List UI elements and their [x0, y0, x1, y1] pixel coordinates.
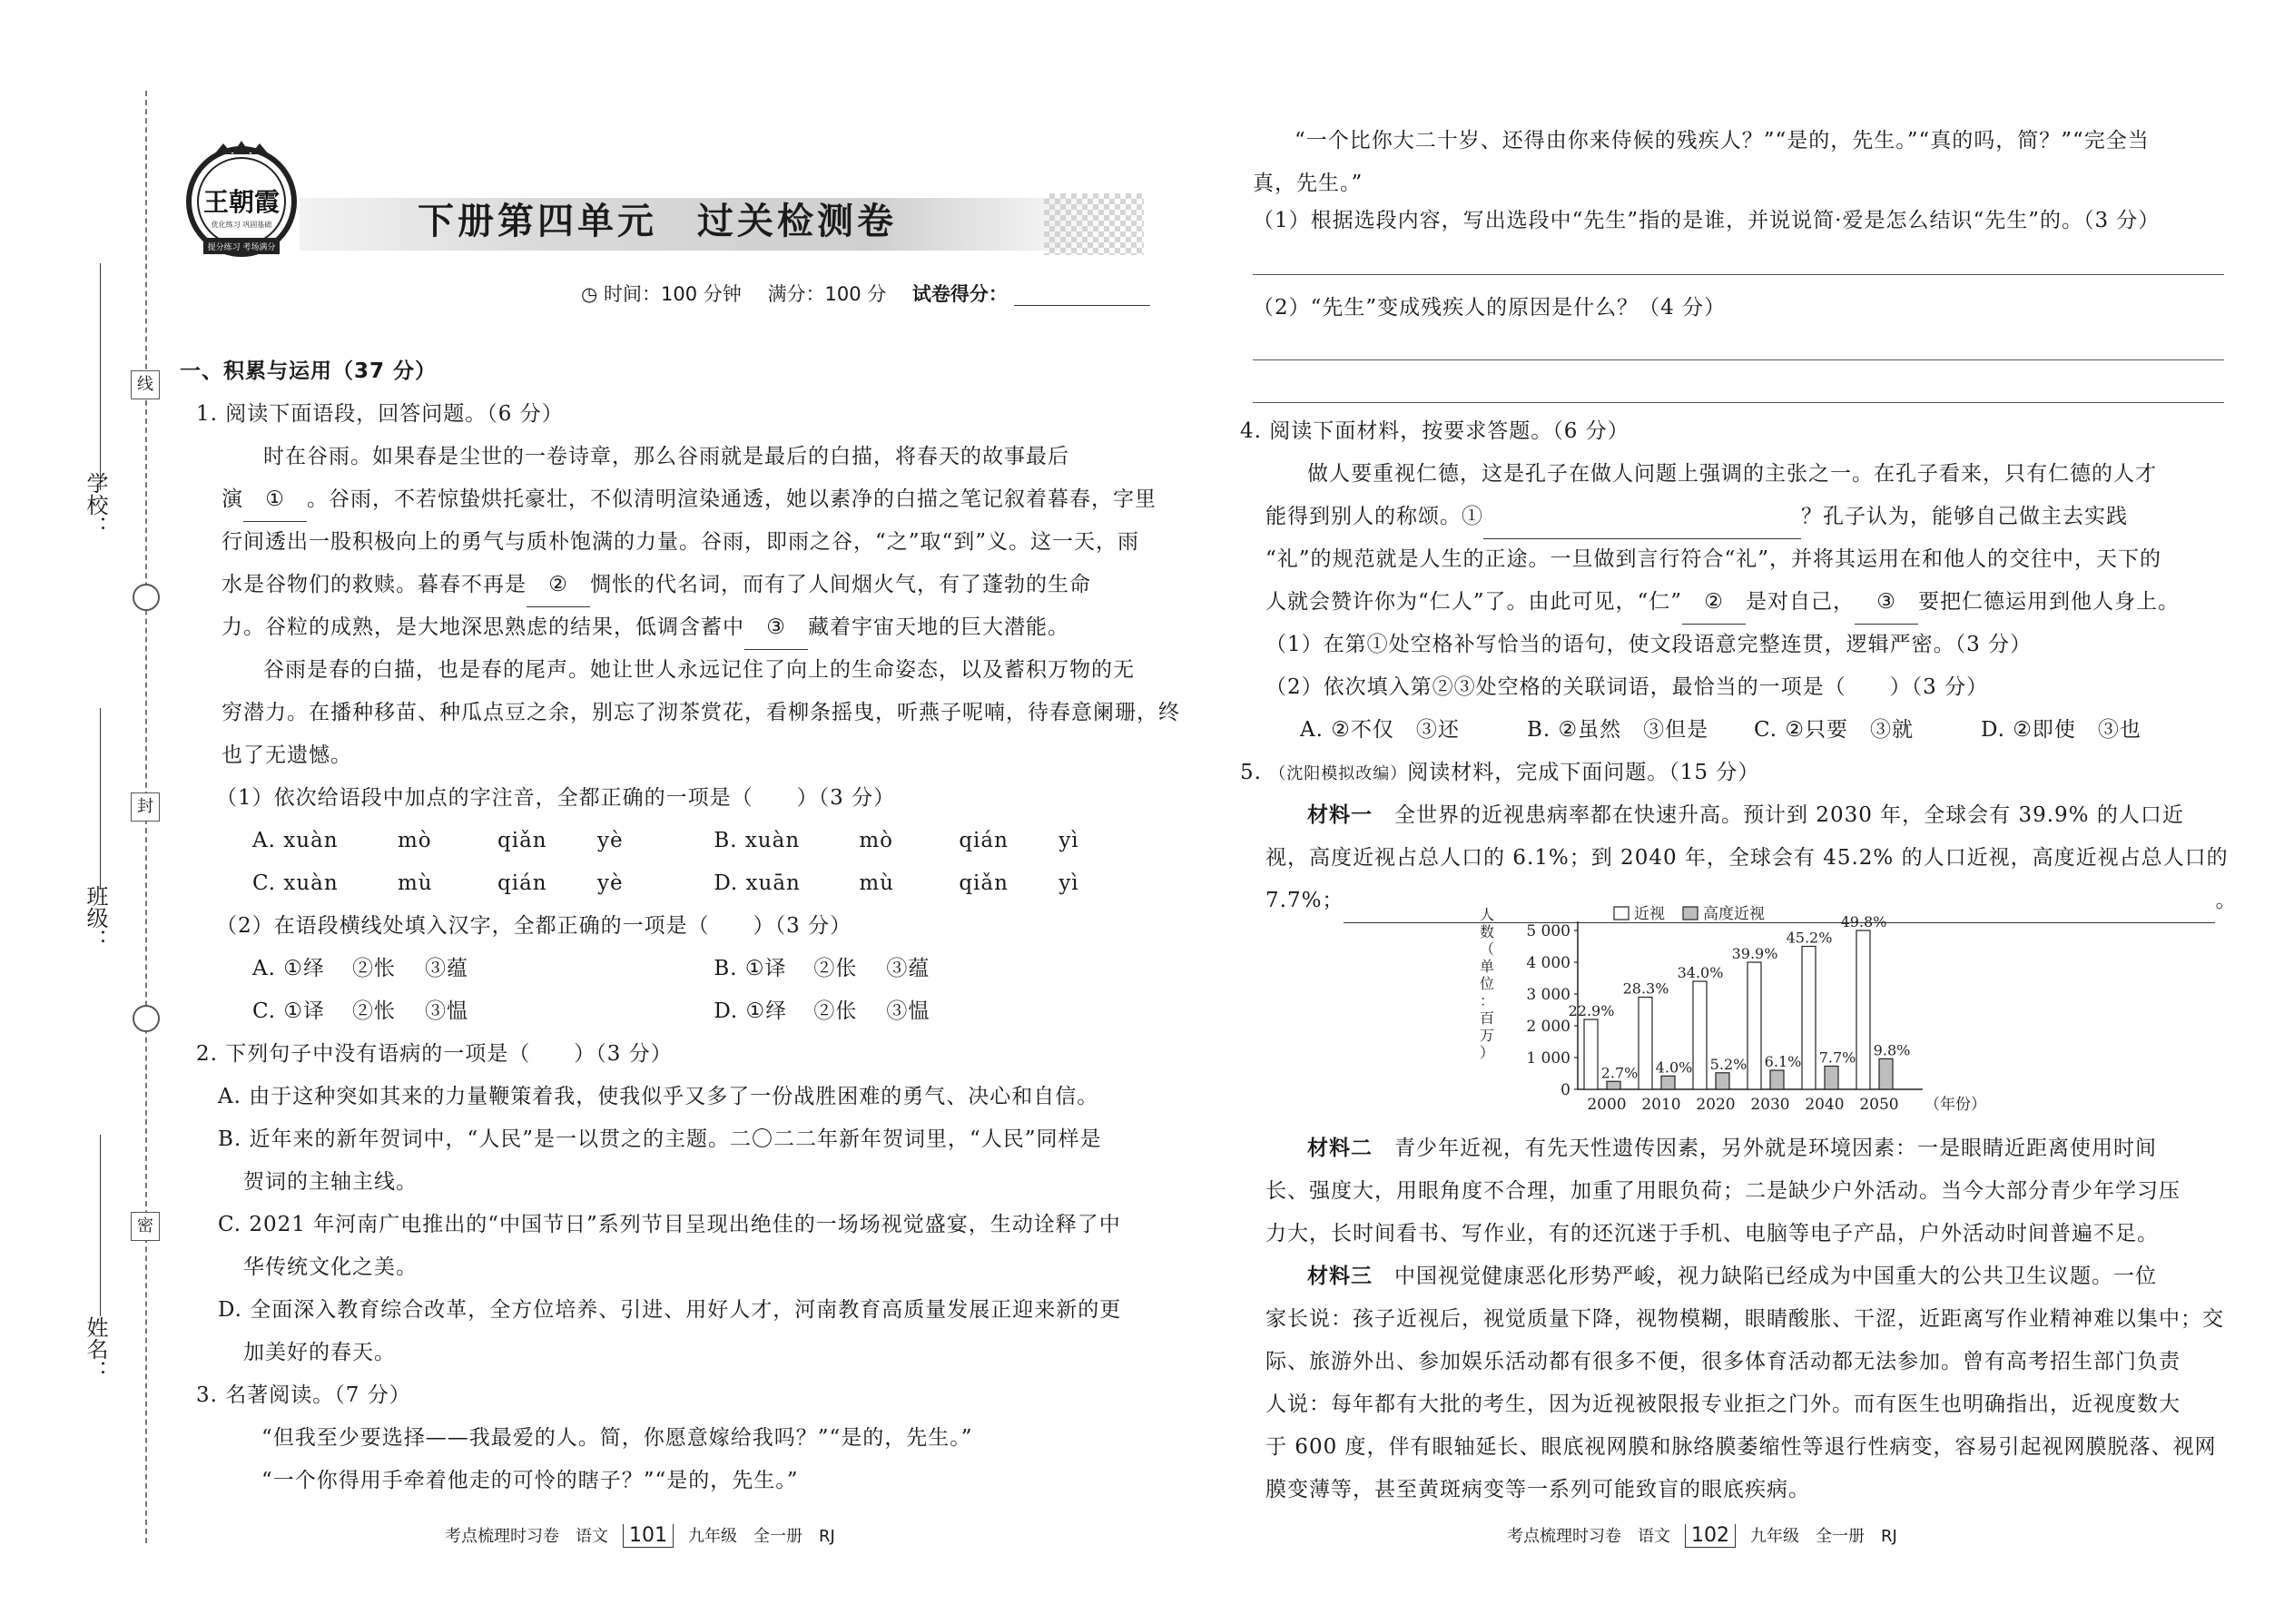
option-a[interactable]: A. ②不仅 ③还 — [1300, 718, 1460, 742]
question-3: 3. 名著阅读。（7 分） — [196, 1383, 411, 1407]
x-tick-label: 2040 — [1805, 1096, 1845, 1114]
x-tick-label: 2030 — [1750, 1096, 1790, 1114]
name-label: 姓名： — [83, 1316, 108, 1382]
footer-book: 考点梳理时习卷 语文 — [445, 1527, 608, 1546]
passage-text: 要把仁德运用到他人身上。 — [1918, 590, 2181, 614]
material-line: 家长说：孩子近视后，视觉质量下降，视物模糊，眼睛酸胀、干涩，近距离写作业精神难以集中；交 — [1265, 1307, 2224, 1331]
question-2: 2. 下列句子中没有语病的一项是（ ）（3 分） — [196, 1042, 673, 1066]
option-b[interactable]: B. xuàn — [714, 829, 801, 852]
right-column — [1253, 120, 2233, 242]
option-c[interactable]: C. 2021 年河南广电推出的“中国节日”系列节目呈现出绝佳的一场场视觉盛宴，生动诠释了中 — [218, 1213, 1121, 1236]
data-label: 39.9% — [1731, 945, 1778, 962]
myopia-bar — [1693, 981, 1707, 1089]
passage-text: 。谷雨，不若惊蛰烘托豪壮，不似清明渲染通透，她以素净的白描之笔记叙着暮春，字里 — [307, 487, 1157, 511]
binding-line-char: 线 — [131, 370, 160, 399]
quote-line: “但我至少要选择——我最爱的人。简，你愿意嫁给我吗？”“是的，先生。” — [261, 1426, 973, 1450]
passage-line: 也了无遗憾。 — [222, 743, 352, 767]
high-myopia-bar — [1879, 1058, 1893, 1089]
option-text: mò — [398, 829, 432, 852]
option-row — [1265, 709, 2234, 752]
option-a[interactable]: A. xuàn — [252, 829, 339, 852]
y-axis-label — [1480, 906, 1494, 1061]
option-text: ③愠 — [886, 999, 930, 1023]
passage-line: “礼”的规范就是人生的正途。一旦做到言行符合“礼”，并将其运用在和他人的交往中，天下的 — [1265, 547, 2162, 571]
option-text: ③愠 — [425, 999, 468, 1023]
legend-label: 高度近视 — [1703, 905, 1765, 923]
passage-line: 谷雨是春的白描，也是春的尾声。她让世人永远记住了向上的生命姿态，以及蓄积万物的无 — [263, 658, 1135, 682]
question-1-2: （2）在语段横线处填入汉字，全都正确的一项是（ ）（3 分） — [216, 914, 852, 938]
option-text: yè — [597, 871, 624, 895]
quote-line: 真，先生。” — [1253, 172, 1364, 195]
footer-left — [445, 1523, 835, 1548]
legend-swatch — [1683, 907, 1698, 920]
option-text: mò — [859, 829, 893, 852]
option-b[interactable]: B. 近年来的新年贺词中，“人民”是一以贯之的主题。二〇二二年新年贺词里，“人民”同样是 — [218, 1127, 1102, 1151]
binding-seal-char: 封 — [131, 792, 160, 822]
option-a[interactable]: A. ①绎 — [252, 957, 325, 980]
section-1-title: 一、积累与运用（37 分） — [180, 359, 438, 383]
myopia-bar — [1748, 962, 1761, 1089]
passage-text: 演 — [222, 487, 243, 511]
passage-text: 能得到别人的称颂。① — [1265, 505, 1483, 528]
y-axis-label-char: 单 — [1480, 958, 1495, 975]
passage-line: 行间透出一股积极向上的勇气与质朴饱满的力量。谷雨，即雨之谷，“之”取“到”义。这一天，雨 — [222, 530, 1140, 554]
y-axis-label-char: ） — [1480, 1044, 1495, 1061]
class-label: 班级： — [83, 885, 108, 950]
option-text: qián — [497, 871, 547, 895]
option-text: ③蕴 — [425, 957, 468, 980]
option-text: yì — [1058, 829, 1079, 852]
option-b[interactable]: B. ②虽然 ③但是 — [1527, 718, 1709, 742]
footer-grade: 九年级 全一册 RJ — [688, 1527, 835, 1546]
data-label: 28.3% — [1622, 979, 1669, 998]
quote-line: “一个你得用手牵着他走的可怜的瞎子？”“是的，先生。” — [261, 1469, 799, 1492]
high-myopia-bar — [1661, 1076, 1675, 1089]
option-c[interactable]: C. xuàn — [252, 871, 339, 895]
data-label: 34.0% — [1677, 964, 1724, 981]
answer-line[interactable] — [1253, 274, 2224, 275]
time-limit: 时间：100 分钟 — [604, 283, 742, 305]
option-c[interactable]: C. ①译 — [252, 999, 326, 1023]
option-text: mù — [859, 871, 894, 895]
data-label: 7.7% — [1818, 1048, 1856, 1067]
option-text: yì — [1058, 871, 1079, 895]
option-c-cont: 华传统文化之美。 — [243, 1255, 418, 1279]
option-text: yè — [597, 829, 624, 852]
passage-text: 人就会赞许你为“仁人”了。由此可见，“仁” — [1265, 590, 1683, 614]
materials-2-3 — [1265, 1127, 2234, 1511]
option-a[interactable]: A. 由于这种突如其来的力量鞭策着我，使我似乎又多了一份战胜困难的勇气、决心和自信。 — [218, 1085, 1099, 1108]
passage-line: 做人要重视仁德，这是孔子在做人问题上强调的主张之一。在孔子看来，只有仁德的人才 — [1307, 462, 2157, 486]
binding-strip — [0, 0, 182, 1624]
data-label: 9.8% — [1873, 1041, 1911, 1059]
option-c[interactable]: C. ②只要 ③就 — [1754, 718, 1915, 742]
answer-line[interactable] — [1253, 359, 2224, 360]
material-text: 中国视觉健康恶化形势严峻，视力缺陷已经成为中国重大的公共卫生议题。一位 — [1394, 1265, 2157, 1288]
material-line: 膜变薄等，甚至黄斑病变等一系列可能致盲的眼底疾病。 — [1265, 1478, 1810, 1501]
full-score: 满分：100 分 — [767, 283, 887, 305]
class-write-line — [100, 708, 101, 890]
question-1-1: （1）依次给语段中加点的字注音，全都正确的一项是（ ）（3 分） — [216, 786, 896, 810]
quote-line: “一个比你大二十岁、还得由你来侍候的残疾人？”“是的，先生。”“真的吗，简？”“完全当 — [1295, 129, 2150, 153]
option-text: ②怅 — [352, 957, 396, 980]
data-label: 2.7% — [1600, 1064, 1639, 1082]
page-number: 102 — [1685, 1524, 1736, 1548]
y-tick-label: 2 000 — [1526, 1018, 1570, 1036]
binding-hole-2 — [133, 1005, 160, 1032]
material-text: 。 — [2215, 889, 2238, 912]
data-label: 6.1% — [1764, 1053, 1802, 1070]
legend-swatch — [1614, 907, 1629, 920]
passage-text: ？孔子认为，能够自己做主去实践 — [1801, 505, 2128, 528]
material-line: 于 600 度，伴有眼轴延长、眼底视网膜和脉络膜萎缩性等退行性病变，容易引起视网膜脱落、视网 — [1265, 1435, 2217, 1459]
x-tick-label: 2020 — [1696, 1096, 1736, 1114]
myopia-bar — [1856, 930, 1870, 1089]
page-number: 101 — [623, 1524, 674, 1548]
option-d[interactable]: D. xuān — [714, 871, 801, 895]
question-1: 1. 阅读下面语段，回答问题。（6 分） — [196, 402, 564, 426]
passage-line: 穷潜力。在播种移苗、种瓜点豆之余，别忘了沏茶赏花，看柳条摇曳，听燕子呢喃，待春意阑珊，终 — [222, 701, 1180, 724]
y-axis-label-char: 位 — [1480, 975, 1495, 992]
binding-hole-1 — [133, 584, 160, 611]
data-label: 45.2% — [1786, 929, 1833, 947]
option-row — [180, 820, 1169, 862]
option-text: mù — [398, 871, 433, 895]
material-1-label: 材料一 — [1307, 803, 1373, 827]
y-tick-label: 3 000 — [1526, 986, 1570, 1004]
option-text: qián — [959, 829, 1009, 852]
question-4-block — [1240, 410, 2238, 922]
material-line: 长、强度大，用眼角度不合理，加重了用眼负荷；二是缺少户外活动。当今大部分青少年学习压 — [1265, 1179, 2181, 1203]
option-text: ②伥 — [813, 999, 858, 1023]
school-label: 学校： — [83, 472, 108, 537]
option-b-cont: 贺词的主轴主线。 — [243, 1170, 418, 1194]
material-2-label: 材料二 — [1307, 1137, 1373, 1160]
left-column — [180, 350, 1180, 1502]
exam-meta — [581, 280, 1150, 307]
material-3-label: 材料三 — [1307, 1265, 1373, 1288]
binding-secret-char: 密 — [131, 1212, 160, 1241]
blank-1[interactable]: ① — [243, 478, 307, 522]
option-row — [180, 990, 1169, 1033]
passage-text: 惆怅的代名词，而有了人间烟火气，有了蓬勃的生命 — [590, 573, 1091, 596]
data-label: 22.9% — [1568, 1002, 1615, 1019]
passage-text: 藏着宇宙天地的巨大潜能。 — [808, 615, 1069, 639]
name-write-line — [100, 1135, 101, 1316]
myopia-bar — [1802, 947, 1816, 1090]
myopia-bar-chart — [1471, 903, 1986, 1127]
myopia-bar — [1639, 998, 1652, 1090]
passage-text: 水是谷物们的救赎。暮春不再是 — [222, 573, 527, 596]
myopia-bar — [1584, 1019, 1598, 1089]
option-d[interactable]: D. 全面深入教育综合改革，全方位培养、引进、用好人才，河南教育高质量发展正迎来新的更 — [218, 1298, 1122, 1322]
blank-q4-1[interactable] — [1483, 496, 1801, 539]
passage-text: 力。谷粒的成熟，是大地深思熟虑的结果，低调含蓄中 — [222, 615, 744, 639]
x-axis-label: （年份） — [1925, 1096, 1986, 1114]
y-axis-label-char: 人 — [1480, 906, 1495, 923]
data-label: 49.8% — [1840, 913, 1887, 930]
question-4-1: （1）在第①处空格补写恰当的语句，使文段语意完整连贯，逻辑严密。（3 分） — [1265, 633, 2033, 656]
brand-name: 王朝霞 — [202, 187, 281, 217]
question-5: 5. （沈阳模拟改编）阅读材料，完成下面问题。（15 分） — [1240, 761, 1760, 784]
question-4: 4. 阅读下面材料，按要求答题。（6 分） — [1240, 419, 1629, 443]
y-tick-label: 0 — [1561, 1081, 1570, 1099]
high-myopia-bar — [1716, 1073, 1729, 1089]
title-checker-decoration — [1044, 193, 1144, 255]
score-input[interactable] — [1014, 283, 1150, 306]
question-source: （沈阳模拟改编） — [1269, 764, 1408, 783]
option-text: ③蕴 — [886, 957, 930, 980]
y-axis-label-char: 万 — [1480, 1027, 1495, 1044]
y-axis-label-char: （ — [1480, 940, 1495, 958]
high-myopia-bar — [1770, 1070, 1784, 1089]
x-tick-label: 2000 — [1587, 1096, 1627, 1114]
data-label: 5.2% — [1709, 1055, 1748, 1073]
material-line: 人说：每年都有大批的考生，因为近视被限报专业拒之门外。而有医生也明确指出，近视度数大 — [1265, 1393, 2181, 1416]
material-line: 际、旅游外出、参加娱乐活动都有很多不便，很多体育活动都无法参加。曾有高考招生部门负责 — [1265, 1350, 2181, 1373]
high-myopia-bar — [1825, 1066, 1838, 1089]
material-text: 青少年近视，有先天性遗传因素，另外就是环境因素：一是眼睛近距离使用时间 — [1394, 1137, 2157, 1160]
footer-book: 考点梳理时习卷 语文 — [1507, 1527, 1670, 1546]
blank-q4-3[interactable]: ③ — [1855, 581, 1918, 625]
high-myopia-bar — [1607, 1081, 1620, 1089]
y-tick-label: 1 000 — [1526, 1049, 1570, 1068]
question-4-2: （2）依次填入第②③处空格的关联词语，最恰当的一项是（ ）（3 分） — [1265, 675, 1989, 699]
material-text: 7.7%； — [1265, 889, 1344, 912]
blank-3[interactable]: ③ — [744, 606, 808, 650]
option-text: ②伥 — [813, 957, 858, 980]
data-label: 4.0% — [1655, 1058, 1693, 1077]
school-write-line — [100, 263, 101, 490]
y-axis-label-char: ： — [1480, 992, 1495, 1009]
option-text: qiǎn — [497, 829, 547, 852]
option-d[interactable]: D. ①绎 — [714, 999, 788, 1023]
question-3-2: （2）“先生”变成残疾人的原因是什么？（4 分） — [1253, 296, 1727, 320]
blank-q4-2[interactable]: ② — [1682, 581, 1746, 625]
answer-line[interactable] — [1253, 402, 2224, 403]
legend-label: 近视 — [1634, 905, 1665, 923]
option-row — [180, 948, 1169, 990]
option-d-cont: 加美好的春天。 — [243, 1341, 396, 1364]
blank-2[interactable]: ② — [527, 564, 590, 607]
footer-right — [1507, 1523, 1897, 1548]
y-tick-label: 4 000 — [1526, 954, 1570, 972]
clock-icon: ◷ — [581, 283, 598, 305]
material-text: 全世界的近视患病率都在快速升高。预计到 2030 年，全球会有 39.9% 的人口近 — [1394, 803, 2184, 827]
option-text: qiǎn — [959, 871, 1009, 895]
page-title: 下册第四单元 过关检测卷 — [418, 201, 897, 242]
option-text: ②怅 — [352, 999, 396, 1023]
question-3-1: （1）根据选段内容，写出选段中“先生”指的是谁，并说说简·爱是怎么结识“先生”的。（3 分） — [1253, 209, 2161, 232]
brand-logo — [178, 136, 305, 263]
y-tick-label: 5 000 — [1526, 922, 1570, 940]
x-tick-label: 2010 — [1641, 1096, 1681, 1114]
y-axis-label-char: 数 — [1480, 923, 1495, 940]
option-b[interactable]: B. ①译 — [714, 957, 787, 980]
option-d[interactable]: D. ②即使 ③也 — [1981, 718, 2141, 742]
material-line: 力大，长时间看书、写作业，有的还沉迷于手机、电脑等电子产品，户外活动时间普遍不足。 — [1265, 1222, 2159, 1245]
material-line: 视，高度近视占总人口的 6.1%；到 2040 年，全球会有 45.2% 的人口近视，高度近视占总人口的 — [1265, 846, 2229, 870]
question-5-text: 阅读材料，完成下面问题。（15 分） — [1407, 761, 1760, 784]
brand-slogan: 优化练习 巩固基础 — [211, 221, 272, 229]
passage-text: 是对自己， — [1746, 590, 1856, 614]
y-axis-label-char: 百 — [1480, 1009, 1495, 1027]
brand-badge: 提分练习 考场满分 — [207, 243, 276, 252]
score-label: 试卷得分： — [911, 283, 1008, 305]
x-tick-label: 2050 — [1859, 1096, 1899, 1114]
option-row — [180, 862, 1169, 905]
footer-grade: 九年级 全一册 RJ — [1750, 1527, 1897, 1546]
passage-line: 时在谷雨。如果春是尘世的一卷诗章，那么谷雨就是最后的白描，将春天的故事最后 — [263, 445, 1069, 468]
